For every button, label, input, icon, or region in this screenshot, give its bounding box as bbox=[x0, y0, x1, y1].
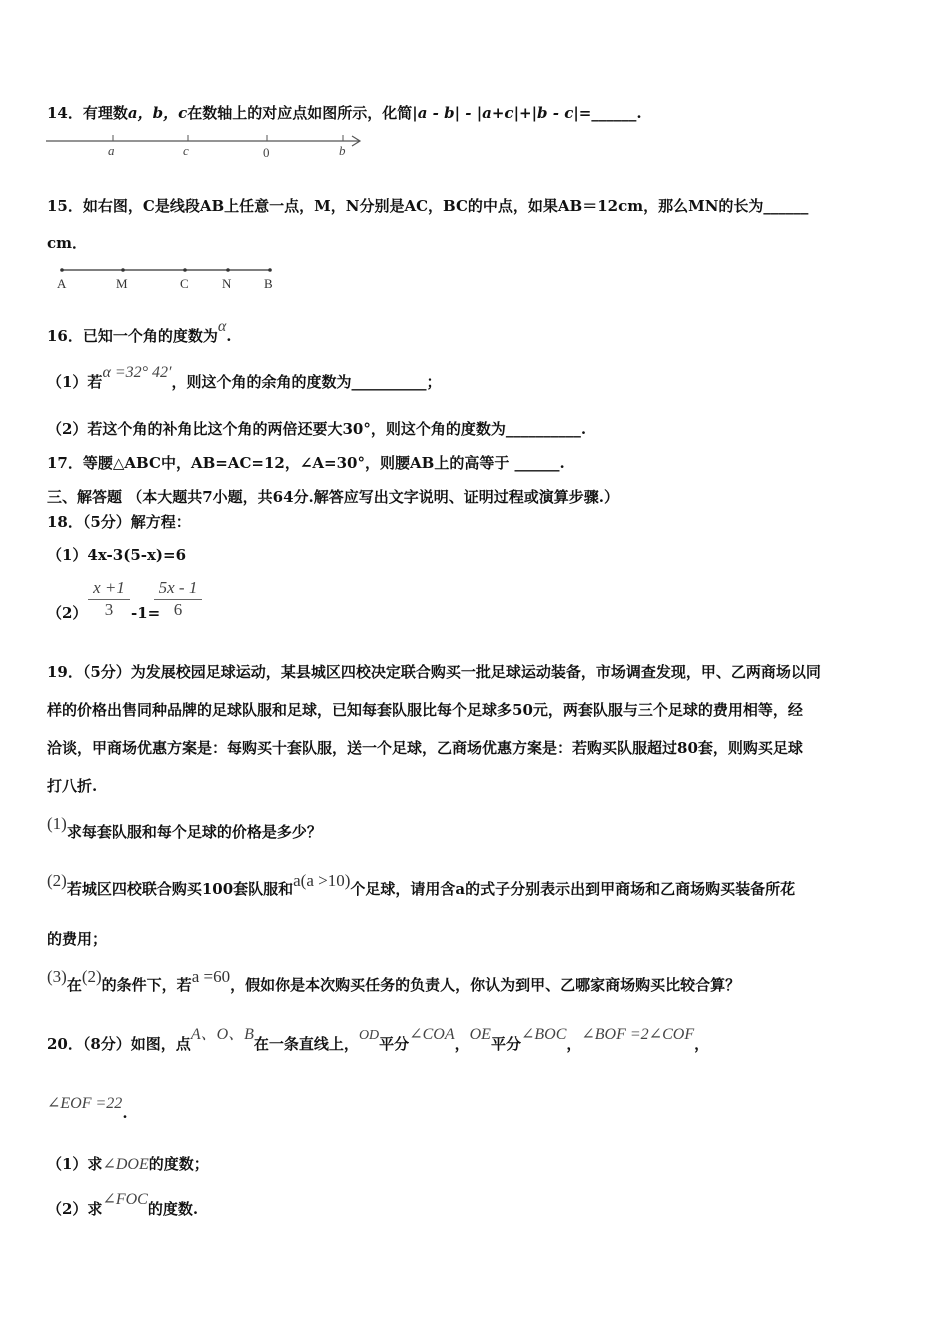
q19-p3-text-b: 的条件下，若 bbox=[101, 976, 192, 994]
q16-p1-suffix: ，则这个角的余角的度数为__________； bbox=[171, 373, 442, 391]
q20-t3: ， bbox=[454, 1035, 470, 1053]
fraction-2 bbox=[154, 578, 202, 620]
q20-p2-prefix: （2）求 bbox=[47, 1200, 103, 1218]
fraction-2-denominator: 6 bbox=[173, 600, 183, 619]
question-18-part2-label: （2） bbox=[47, 604, 88, 622]
question-17: 17．等腰△ABC中，AB=AC=12，∠A=30°，则腰AB上的高等于 ______. bbox=[47, 454, 565, 472]
question-20-part2 bbox=[47, 1191, 199, 1220]
question-16 bbox=[47, 318, 232, 347]
q16-stem: 16．已知一个角的度数为 bbox=[47, 327, 218, 345]
question-19-part3 bbox=[47, 967, 741, 995]
point-n bbox=[226, 268, 230, 272]
point-c bbox=[183, 268, 187, 272]
q14-mid: 在数轴上的对应点如图所示，化简| bbox=[187, 104, 418, 122]
question-15-line2: cm． bbox=[47, 234, 88, 252]
q20-boc: ∠BOC bbox=[520, 1026, 567, 1043]
seg-label-m: M bbox=[116, 276, 128, 291]
q20-t2: 平分 bbox=[379, 1035, 410, 1053]
seg-label-b: B bbox=[264, 276, 273, 291]
q20-t1: 在一条直线上， bbox=[253, 1035, 359, 1053]
q20-bof: ∠BOF =2∠COF bbox=[581, 1026, 695, 1043]
q19-p1-num: (1) bbox=[47, 814, 67, 833]
fraction-1-denominator: 3 bbox=[104, 600, 114, 619]
question-18-part1: （1）4x-3(5-x)=6 bbox=[47, 546, 187, 564]
q20-prefix: 20．（8分）如图，点 bbox=[47, 1035, 191, 1053]
point-m bbox=[121, 268, 125, 272]
q19-p3-num: (3) bbox=[47, 967, 67, 986]
q19-p3-math: a =60 bbox=[191, 967, 231, 986]
q16-end: . bbox=[226, 327, 232, 345]
q20-p2-math: ∠FOC bbox=[102, 1191, 148, 1208]
question-16-part2: （2）若这个角的补角比这个角的两倍还要大30°，则这个角的度数为__________. bbox=[47, 420, 587, 438]
q20-p1-suffix: 的度数； bbox=[148, 1155, 209, 1173]
question-16-part1 bbox=[47, 364, 442, 393]
question-19-line4: 打八折. bbox=[47, 777, 98, 795]
question-20 bbox=[47, 1026, 710, 1056]
q14-blank: ______ bbox=[591, 104, 637, 122]
q20-t5: ， bbox=[566, 1035, 582, 1053]
question-19-line2: 样的价格出售同种品牌的足球队服和足球，已知每套队服比每个足球多50元，两套队服与三个足球的费用相等，经 bbox=[47, 701, 803, 719]
fraction-2-numerator: 5x - 1 bbox=[154, 578, 202, 600]
q20-t6: ， bbox=[694, 1035, 710, 1053]
q20-p1-math: ∠DOE bbox=[102, 1156, 149, 1173]
number-line-figure bbox=[44, 130, 374, 160]
alpha-symbol: α bbox=[217, 318, 227, 335]
equation-mid: -1= bbox=[131, 604, 161, 622]
q20-oe: OE bbox=[469, 1026, 491, 1043]
question-14 bbox=[47, 103, 642, 123]
question-20-part1 bbox=[47, 1154, 209, 1175]
point-b bbox=[268, 268, 272, 272]
q14-prefix: 14．有理数 bbox=[47, 104, 128, 122]
q19-p3-text-c: ，假如你是本次购买任务的负责人，你认为到甲、乙哪家商场购买比较合算？ bbox=[230, 976, 741, 994]
q20-p1-prefix: （1）求 bbox=[47, 1155, 103, 1173]
question-19-part2 bbox=[47, 871, 796, 899]
q20-eof: ∠EOF =22 bbox=[47, 1095, 123, 1112]
question-15: 15．如右图，C是线段AB上任意一点，M，N分别是AC，BC的中点，如果AB＝12cm，那么MN的长为______ bbox=[47, 197, 809, 215]
q14-vars: a，b，c bbox=[127, 104, 188, 122]
point-a bbox=[60, 268, 64, 272]
q20-eof-end: . bbox=[122, 1104, 128, 1122]
q20-t4: 平分 bbox=[490, 1035, 521, 1053]
label-0: 0 bbox=[263, 145, 270, 160]
q19-p3-text-a: 在 bbox=[66, 976, 82, 994]
fraction-1-numerator: x +1 bbox=[88, 578, 130, 600]
question-19-line3: 洽谈，甲商场优惠方案是：每购买十套队服，送一个足球，乙商场优惠方案是：若购买队服超过80套，则购买足球 bbox=[47, 739, 803, 757]
seg-label-a: A bbox=[57, 276, 67, 291]
seg-label-c: C bbox=[180, 276, 189, 291]
q20-p2-suffix: 的度数. bbox=[147, 1200, 199, 1218]
q14-end: . bbox=[636, 104, 642, 122]
q20-coa: ∠COA bbox=[409, 1026, 455, 1043]
q19-p2-text-a: 若城区四校联合购买100套队服和 bbox=[66, 880, 294, 898]
q19-p3-ref: (2) bbox=[81, 967, 102, 986]
q14-expr: a - b| - |a+c|+|b - c|= bbox=[417, 104, 592, 122]
q20-points: A、O、B bbox=[190, 1026, 254, 1043]
question-19-part1 bbox=[47, 814, 322, 842]
question-19-part2-line2: 的费用； bbox=[47, 930, 108, 948]
q20-od: OD bbox=[358, 1028, 380, 1043]
seg-label-n: N bbox=[222, 276, 232, 291]
q19-p2-text-b: 个足球，请用含a的式子分别表示出到甲商场和乙商场购买装备所花 bbox=[350, 880, 796, 898]
q19-p2-num: (2) bbox=[47, 871, 67, 890]
question-19-line1: 19．（5分）为发展校园足球运动，某县城区四校决定联合购买一批足球运动装备，市场调查发现，甲、乙两商场以同 bbox=[47, 663, 821, 681]
question-18: 18．（5分）解方程： bbox=[47, 513, 191, 531]
q16-p1-math: α =32° 42′ bbox=[102, 364, 172, 381]
segment-figure bbox=[52, 262, 282, 294]
label-b: b bbox=[339, 143, 346, 158]
fraction-1 bbox=[88, 578, 130, 620]
q19-p2-math: a(a >10) bbox=[293, 871, 351, 890]
question-20-eof bbox=[47, 1095, 128, 1124]
section-3-heading: 三、解答题 （本大题共7小题，共64分.解答应写出文字说明、证明过程或演算步骤.） bbox=[47, 488, 619, 506]
label-a: a bbox=[108, 143, 115, 158]
q16-p1-prefix: （1）若 bbox=[47, 373, 103, 391]
label-c: c bbox=[183, 143, 189, 158]
q19-p1-text: 求每套队服和每个足球的价格是多少？ bbox=[66, 823, 322, 841]
